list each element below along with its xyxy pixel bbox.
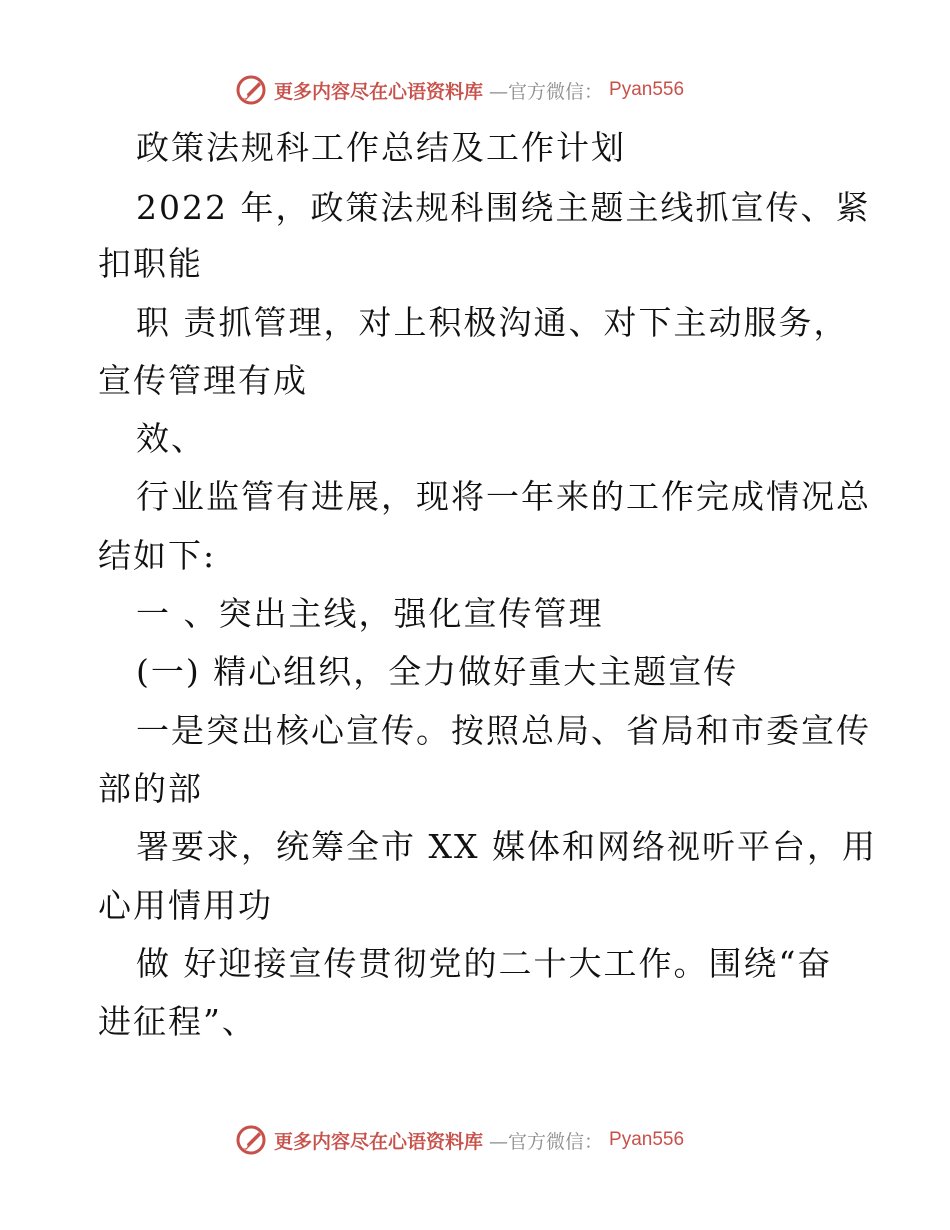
watermark-wechat-id: Pyan556 <box>609 79 685 100</box>
footer-watermark <box>234 1122 684 1158</box>
watermark-wechat-id: Pyan556 <box>609 1129 685 1150</box>
paragraph-line: 效、 <box>136 419 206 458</box>
watermark-sub: —官方微信： <box>489 1130 604 1153</box>
paragraph-line: 一是突出核心宣传。按照总局、省局和市委宣传 <box>136 711 871 750</box>
paragraph-line: 进征程”、 <box>98 1002 257 1041</box>
watermark-title: 更多内容尽在心语资料库 <box>274 1130 484 1153</box>
quill-pen-logo-icon <box>234 1123 268 1157</box>
paragraph-line: 扣职能 <box>98 244 203 283</box>
subsection-heading: (一) 精心组织，全力做好重大主题宣传 <box>136 652 739 691</box>
paragraph-line: 职 责抓管理，对上积极沟通、对下主动服务， <box>136 303 849 342</box>
section-heading: 一 、突出主线，强化宣传管理 <box>136 594 604 633</box>
paragraph-line: 宣传管理有成 <box>98 361 308 400</box>
paragraph-line: 行业监管有进展，现将一年来的工作完成情况总 <box>136 477 871 516</box>
paragraph-line: 2022 年，政策法规科围绕主题主线抓宣传、紧 <box>136 188 871 227</box>
header-watermark <box>234 72 684 108</box>
watermark-sub: —官方微信： <box>489 80 604 103</box>
quill-pen-logo-icon <box>234 73 268 107</box>
paragraph-line: 署要求，统筹全市 XX 媒体和网络视听平台，用 <box>136 827 877 866</box>
paragraph-line: 心用情用功 <box>98 886 273 925</box>
paragraph-line: 做 好迎接宣传贯彻党的二十大工作。围绕“奋 <box>136 944 833 983</box>
document-title: 政策法规科工作总结及工作计划 <box>136 128 626 167</box>
watermark-title: 更多内容尽在心语资料库 <box>274 80 484 103</box>
paragraph-line: 部的部 <box>98 769 203 808</box>
paragraph-line: 结如下: <box>98 536 217 575</box>
